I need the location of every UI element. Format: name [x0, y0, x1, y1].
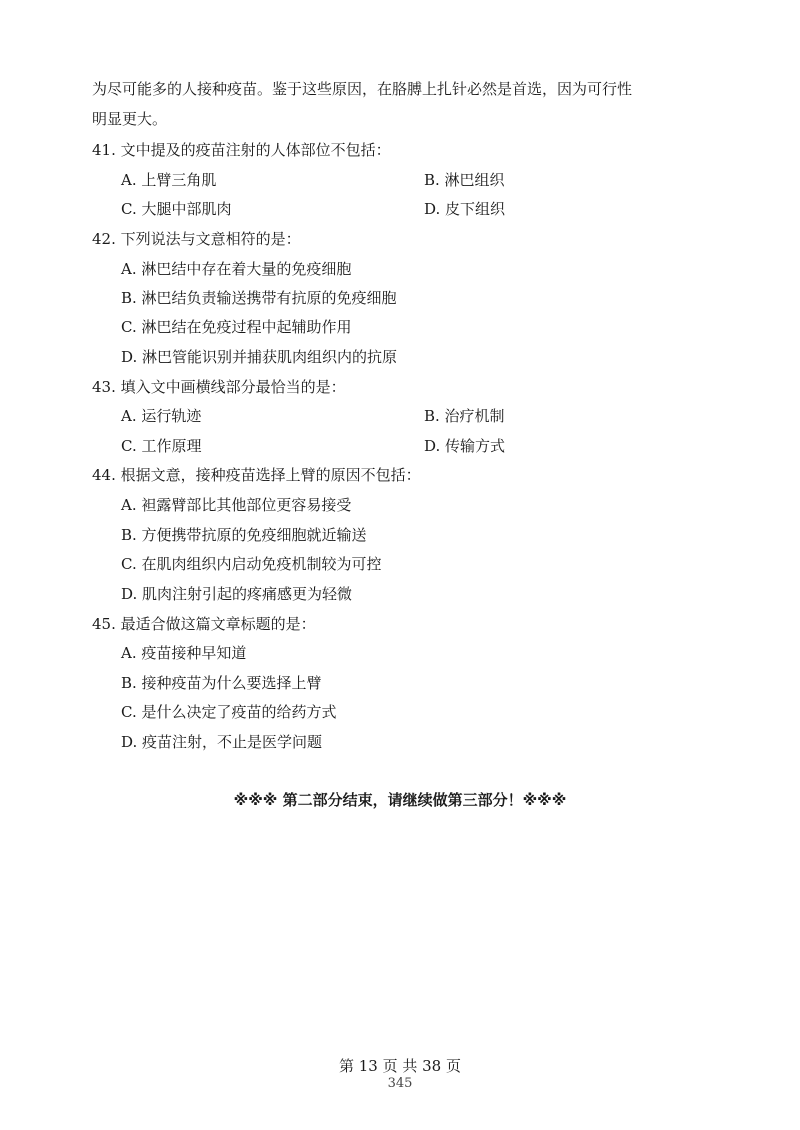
- question-43-option-b: B. 治疗机制: [424, 407, 505, 425]
- question-45-option-a: A. 疫苗接种早知道: [121, 644, 247, 662]
- question-41-option-b: B. 淋巴组织: [424, 171, 505, 189]
- question-44-stem: 44. 根据文意，接种疫苗选择上臂的原因不包括：: [92, 466, 421, 484]
- intro-text-line-1: 为尽可能多的人接种疫苗。鉴于这些原因，在胳膊上扎针必然是首选，因为可行性: [92, 80, 633, 98]
- question-43-option-a: A. 运行轨迹: [121, 407, 202, 425]
- section-end-note: ※※※ 第二部分结束，请继续做第三部分！※※※: [233, 791, 567, 809]
- question-42-option-b: B. 淋巴结负责输送携带有抗原的免疫细胞: [121, 289, 397, 307]
- question-41-option-d: D. 皮下组织: [424, 200, 506, 218]
- question-42-stem: 42. 下列说法与文意相符的是：: [92, 230, 301, 248]
- question-44-option-c: C. 在肌肉组织内启动免疫机制较为可控: [121, 555, 382, 573]
- question-41-option-c: C. 大腿中部肌肉: [121, 200, 232, 218]
- question-45-option-c: C. 是什么决定了疫苗的给药方式: [121, 703, 337, 721]
- question-41-option-a: A. 上臂三角肌: [121, 171, 217, 189]
- page-indicator: 第 13 页 共 38 页: [338, 1057, 461, 1075]
- question-44-option-d: D. 肌肉注射引起的疼痛感更为轻微: [121, 585, 353, 603]
- question-45-stem: 45. 最适合做这篇文章标题的是：: [92, 615, 316, 633]
- question-44-option-b: B. 方便携带抗原的免疫细胞就近输送: [121, 526, 367, 544]
- question-45-option-b: B. 接种疫苗为什么要选择上臂: [121, 674, 322, 692]
- question-42-option-d: D. 淋巴管能识别并捕获肌肉组织内的抗原: [121, 348, 398, 366]
- question-43-stem: 43. 填入文中画横线部分最恰当的是：: [92, 378, 346, 396]
- page-serial-number: 345: [387, 1076, 413, 1091]
- question-43-option-d: D. 传输方式: [424, 437, 506, 455]
- question-43-option-c: C. 工作原理: [121, 437, 202, 455]
- question-42-option-c: C. 淋巴结在免疫过程中起辅助作用: [121, 318, 352, 336]
- intro-text-line-2: 明显更大。: [92, 110, 168, 128]
- question-45-option-d: D. 疫苗注射，不止是医学问题: [121, 733, 323, 751]
- question-42-option-a: A. 淋巴结中存在着大量的免疫细胞: [121, 260, 352, 278]
- question-41-stem: 41. 文中提及的疫苗注射的人体部位不包括：: [92, 141, 391, 159]
- question-44-option-a: A. 袒露臂部比其他部位更容易接受: [121, 496, 352, 514]
